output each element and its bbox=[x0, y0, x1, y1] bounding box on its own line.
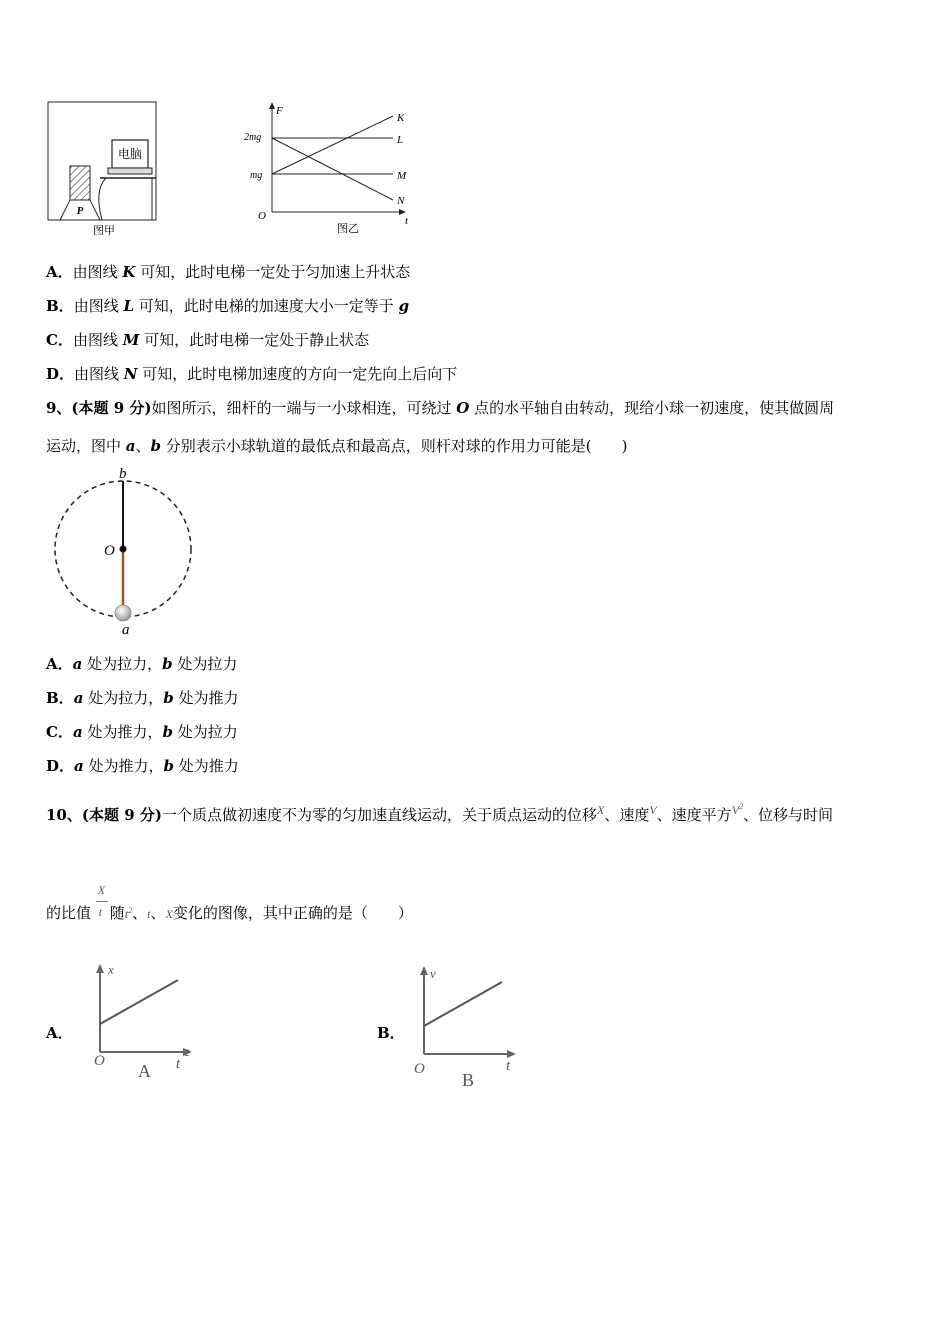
option-text: 处为拉力 bbox=[172, 723, 238, 741]
option-letter: A． bbox=[46, 263, 73, 281]
origin-label: O bbox=[258, 210, 266, 222]
wire bbox=[99, 178, 106, 220]
q9-option-b[interactable] bbox=[46, 687, 238, 708]
symbol-x: X bbox=[165, 907, 173, 921]
q10-graph-b[interactable] bbox=[410, 962, 530, 1092]
option-var: b bbox=[162, 655, 173, 673]
question-number: 10、(本题 9 分) bbox=[46, 806, 162, 824]
y-label: v bbox=[430, 966, 436, 981]
stem-text: 、 bbox=[135, 437, 151, 455]
option-var: a bbox=[72, 655, 83, 673]
figure-jia bbox=[46, 100, 162, 240]
label-M: M bbox=[397, 170, 407, 182]
option-text: 处为拉力 bbox=[172, 655, 238, 673]
stem-text: 一个质点做初速度不为零的匀加速直线运动，关于质点运动的位移 bbox=[161, 806, 597, 824]
stem-var: a bbox=[125, 437, 136, 455]
stem-text: 、 bbox=[132, 904, 148, 922]
option-var: b bbox=[163, 689, 174, 707]
label-K: K bbox=[397, 112, 405, 124]
pivot-point bbox=[120, 546, 127, 553]
option-text: 处为拉力， bbox=[82, 655, 163, 673]
y-axis-label: F bbox=[276, 105, 283, 117]
option-var: a bbox=[73, 689, 84, 707]
option-text: 由图线 bbox=[72, 331, 123, 349]
y-arrow bbox=[420, 966, 428, 975]
stem-text: 点的水平轴自由转动，现给小球一初速度，使其做圆周 bbox=[469, 399, 835, 417]
option-var: L bbox=[123, 297, 135, 315]
line-K bbox=[272, 116, 393, 174]
label-a: a bbox=[122, 622, 130, 638]
origin-label: O bbox=[414, 1061, 425, 1077]
label-b: b bbox=[119, 466, 127, 482]
label-L: L bbox=[397, 134, 404, 146]
fraction-den: t bbox=[98, 905, 103, 919]
graph-caption: A bbox=[138, 1061, 151, 1081]
tick-2mg: 2mg bbox=[244, 132, 262, 143]
stem-text: 随 bbox=[109, 904, 125, 922]
q10-stem-line2 bbox=[46, 883, 413, 923]
p-label: P bbox=[76, 205, 84, 217]
figure-yi bbox=[238, 100, 418, 240]
symbol-v: V bbox=[649, 803, 657, 817]
q8-option-b[interactable] bbox=[46, 295, 409, 316]
fraction-num: X bbox=[97, 883, 106, 897]
x-label-exp: 2 bbox=[185, 1048, 190, 1058]
q10-option-a-letter[interactable]: A． bbox=[46, 1024, 73, 1042]
stem-text: 分别表示小球轨道的最低点和最高点，则杆对球的作用力可能是( ) bbox=[161, 437, 628, 455]
computer-base bbox=[108, 168, 152, 174]
option-text: 可知，此时电梯一定处于静止状态 bbox=[139, 331, 370, 349]
option-var: b bbox=[162, 723, 173, 741]
option-text: 由图线 bbox=[73, 297, 124, 315]
caption-yi: 图乙 bbox=[337, 223, 359, 235]
stem-text: 、 bbox=[150, 904, 166, 922]
q8-option-a[interactable] bbox=[46, 261, 410, 282]
stem-text: 、位移与时间 bbox=[743, 806, 834, 824]
symbol-v-squared bbox=[732, 803, 743, 817]
symbol-base: t bbox=[124, 907, 129, 921]
option-letter: B． bbox=[46, 689, 74, 707]
q9-stem-line1 bbox=[46, 397, 834, 418]
q9-figure bbox=[46, 462, 206, 640]
tick-mg: mg bbox=[250, 170, 263, 181]
stem-var: b bbox=[150, 437, 162, 455]
option-var: K bbox=[122, 263, 136, 281]
stem-text: 的比值 bbox=[46, 904, 92, 922]
label-N: N bbox=[397, 195, 405, 207]
graph-line bbox=[424, 982, 502, 1026]
option-var: a bbox=[74, 757, 84, 775]
option-text: 处为推力 bbox=[173, 689, 239, 707]
symbol-exp: 2 bbox=[128, 906, 133, 915]
q9-stem-line2 bbox=[46, 435, 628, 456]
option-text: 由图线 bbox=[74, 365, 124, 383]
line-N bbox=[272, 138, 393, 200]
question-number: 9、(本题 9 分) bbox=[46, 399, 152, 417]
option-var: a bbox=[72, 723, 83, 741]
symbol-exp: 2 bbox=[739, 802, 744, 811]
symbol-t: t bbox=[147, 907, 151, 921]
option-letter: D． bbox=[46, 757, 75, 775]
q8-option-c[interactable] bbox=[46, 329, 369, 350]
option-text: 处为推力 bbox=[174, 757, 239, 775]
q10-graph-a[interactable] bbox=[86, 960, 206, 1085]
fraction-x-over-t bbox=[96, 883, 110, 923]
origin-label: O bbox=[94, 1053, 105, 1069]
y-label: x bbox=[108, 962, 114, 977]
stem-text: 如图所示，细杆的一端与一小球相连，可绕过 bbox=[151, 399, 457, 417]
fraction-bar bbox=[96, 901, 108, 902]
caption-jia: 图甲 bbox=[93, 225, 115, 237]
stem-text: 运动，图中 bbox=[46, 437, 126, 455]
computer-label: 电脑 bbox=[117, 147, 143, 161]
symbol-base: V bbox=[731, 803, 740, 817]
option-text: 可知，此时电梯一定处于匀加速上升状态 bbox=[135, 263, 411, 281]
ball bbox=[115, 605, 131, 621]
stem-var: O bbox=[456, 399, 470, 417]
option-text: 可知，此时电梯加速度的方向一定先向上后向下 bbox=[137, 365, 458, 383]
x-label: t bbox=[506, 1058, 511, 1074]
q10-option-b-letter[interactable]: B． bbox=[377, 1024, 405, 1042]
option-text: 由图线 bbox=[72, 263, 123, 281]
option-var: g bbox=[398, 297, 410, 315]
option-letter: C． bbox=[46, 331, 73, 349]
symbol-x: X bbox=[596, 803, 605, 817]
option-text: 处为推力， bbox=[83, 757, 164, 775]
option-text: 处为推力， bbox=[82, 723, 163, 741]
option-letter: B． bbox=[46, 297, 74, 315]
option-text: 处为拉力， bbox=[83, 689, 164, 707]
q8-option-d[interactable] bbox=[46, 363, 457, 384]
q9-option-a[interactable] bbox=[46, 653, 237, 674]
option-var: N bbox=[123, 365, 138, 383]
stem-text: 变化的图像，其中正确的是（ ） bbox=[172, 904, 413, 922]
option-letter: D． bbox=[46, 365, 75, 383]
sensor-post bbox=[70, 166, 90, 200]
option-text: 可知，此时电梯的加速度大小一定等于 bbox=[134, 297, 399, 315]
q9-option-d[interactable] bbox=[46, 755, 239, 776]
stem-text: 、速度 bbox=[604, 806, 650, 824]
option-var: b bbox=[163, 757, 175, 775]
option-var: M bbox=[122, 331, 140, 349]
stem-text: 、速度平方 bbox=[656, 806, 732, 824]
q9-option-c[interactable] bbox=[46, 721, 238, 742]
x-axis-label: t bbox=[405, 215, 409, 227]
graph-line bbox=[100, 980, 178, 1024]
label-o: O bbox=[104, 543, 115, 559]
graph-caption: B bbox=[462, 1070, 475, 1090]
option-letter: C． bbox=[46, 723, 73, 741]
q10-stem-line1 bbox=[46, 802, 833, 825]
option-letter: A． bbox=[46, 655, 73, 673]
y-arrow bbox=[269, 102, 275, 109]
x-arrow bbox=[507, 1050, 516, 1058]
y-arrow bbox=[96, 964, 104, 973]
x-label: t bbox=[176, 1056, 181, 1072]
